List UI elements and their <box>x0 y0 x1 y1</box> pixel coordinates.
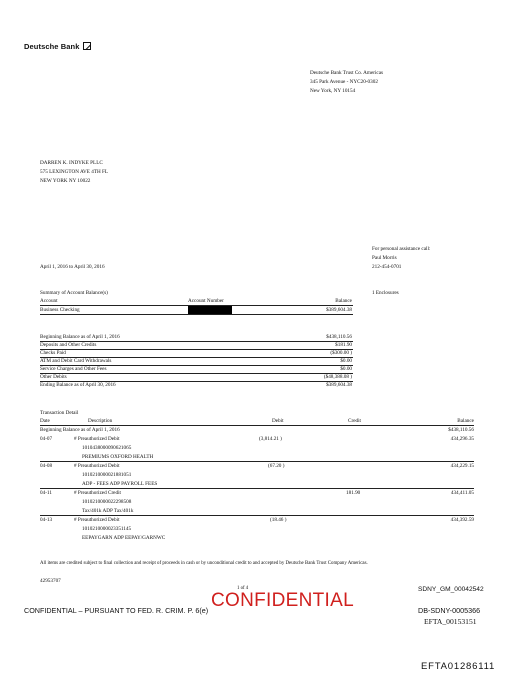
customer-address-line3: NEW YORK NY 10022 <box>40 178 91 184</box>
summary-col-account-number: Account Number <box>188 298 224 304</box>
assistance-line1: For personal assistance call: <box>372 246 431 252</box>
txn-description: # Preauthorized Debit <box>74 517 120 523</box>
bank-logo-text: Deutsche Bank <box>24 42 80 51</box>
document-number: 42953707 <box>40 578 61 584</box>
balance-summary-label: Deposits and Other Credits <box>40 342 97 348</box>
summary-title: Summary of Account Balance(s) <box>40 290 108 296</box>
bates-sdny-gm: SDNY_GM_00042542 <box>418 586 484 593</box>
page-indicator: 1 of 4 <box>237 586 249 591</box>
txn-description-payee: Tax/401k ADP Tax/401k <box>82 508 134 514</box>
txn-debit: (3,814.21 ) <box>259 436 282 442</box>
balance-summary-value: ($48,388.08 ) <box>323 374 352 380</box>
summary-col-account: Account <box>40 298 58 304</box>
summary-bottom-rule <box>40 314 353 315</box>
txn-col-credit: Credit <box>348 418 361 424</box>
summary-account-name: Business Checking <box>40 307 80 313</box>
txn-description-reference: 1010210000021881051 <box>82 472 132 478</box>
txn-col-date: Date <box>40 418 50 424</box>
txn-description-reference: 1010438000090621065 <box>82 445 132 451</box>
customer-address-line2: 575 LEXINGTON AVE 4TH FL <box>40 169 109 175</box>
txn-description-payee: EEPAYGARN ADP EEPAY/GARNWC <box>82 535 166 541</box>
txn-date: 04-07 <box>40 436 53 442</box>
balance-summary-value: $181.90 <box>335 342 352 348</box>
balance-summary-label: Service Charges and Other Fees <box>40 366 107 372</box>
txn-col-balance: Balance <box>457 418 474 424</box>
txn-date: 04-13 <box>40 517 53 523</box>
efta-number: EFTA01286111 <box>421 661 496 672</box>
txn-col-debit: Debit <box>272 418 284 424</box>
customer-address-line1: DARREN K. INDYKE PLLC <box>40 160 103 166</box>
statement-period: April 1, 2016 to April 30, 2016 <box>40 264 105 270</box>
txn-row-rule <box>40 461 474 462</box>
enclosures-count: 1 Enclosures <box>372 290 399 296</box>
txn-balance: 434,296.35 <box>450 436 474 442</box>
transaction-detail-title: Transaction Detail <box>40 410 79 416</box>
balance-summary-label: Checks Paid <box>40 350 66 356</box>
txn-description-payee: PREMIUMS OXFORD HEALTH <box>82 454 154 460</box>
txn-description: # Preauthorized Credit <box>74 490 121 496</box>
txn-beginning-balance: $438,110.56 <box>448 427 474 433</box>
bates-db-sdny: DB-SDNY-0005366 <box>418 606 481 615</box>
txn-balance: 434,392.59 <box>450 517 474 523</box>
balance-summary-value: $438,110.56 <box>326 334 352 340</box>
assistance-line2: Paul Morris <box>372 255 397 261</box>
bates-efta-page: EFTA_00153151 <box>424 617 477 626</box>
balance-summary-label: Ending Balance as of April 30, 2016 <box>40 382 116 388</box>
txn-description-payee: ADP - FEES ADP PAYROLL FEES <box>82 481 158 487</box>
redacted-account-number <box>188 306 232 314</box>
balance-summary-value: $389,604.38 <box>326 382 352 388</box>
summary-col-balance: Balance <box>335 298 352 304</box>
bank-address-line3: New York, NY 10154 <box>310 88 356 94</box>
balance-summary-value: $0.00 <box>340 366 352 372</box>
txn-description: # Preauthorized Debit <box>74 436 120 442</box>
summary-account-balance: $389,604.38 <box>326 307 352 313</box>
txn-balance: 434,229.15 <box>450 463 474 469</box>
balance-summary-value: ($300.00 ) <box>330 350 352 356</box>
txn-debit: (67.20 ) <box>268 463 285 469</box>
txn-description-reference: 1010210000023351145 <box>82 526 132 532</box>
balance-summary-value: $0.00 <box>340 358 352 364</box>
txn-beginning-label: Beginning Balance as of April 1, 2016 <box>40 427 120 433</box>
txn-description-reference: 1010210000022298508 <box>82 499 132 505</box>
assistance-line3: 212-454-0701 <box>372 264 402 270</box>
txn-header-rule <box>40 425 474 426</box>
confidential-stamp: CONFIDENTIAL <box>211 590 354 611</box>
footnote-text: All items are credited subject to final collection and receipt of proceeds in cash or by unconditional credit to and accepted by Deutsche Bank Trust Company Americas. <box>40 561 368 566</box>
txn-row-rule <box>40 488 474 489</box>
txn-debit: (18.46 ) <box>270 517 287 523</box>
deutsche-bank-logo-icon <box>83 42 91 50</box>
balance-summary-label: ATM and Debit Card Withdrawals <box>40 358 112 364</box>
balance-summary-label: Other Debits <box>40 374 67 380</box>
txn-credit: 181.90 <box>346 490 361 496</box>
txn-description: # Preauthorized Debit <box>74 463 120 469</box>
txn-balance: 434,411.05 <box>450 490 474 496</box>
txn-row-rule <box>40 515 474 516</box>
confidential-legend: CONFIDENTIAL – PURSUANT TO FED. R. CRIM. P. 6(e) <box>24 606 209 615</box>
bank-address-line2: 345 Park Avenue - NYC20-0302 <box>310 79 378 85</box>
txn-date: 04-11 <box>40 490 52 496</box>
balance-summary-label: Beginning Balance as of April 1, 2016 <box>40 334 120 340</box>
txn-col-description: Description <box>88 418 113 424</box>
txn-date: 04-08 <box>40 463 53 469</box>
bank-address-line1: Deutsche Bank Trust Co. Americas <box>310 70 384 76</box>
